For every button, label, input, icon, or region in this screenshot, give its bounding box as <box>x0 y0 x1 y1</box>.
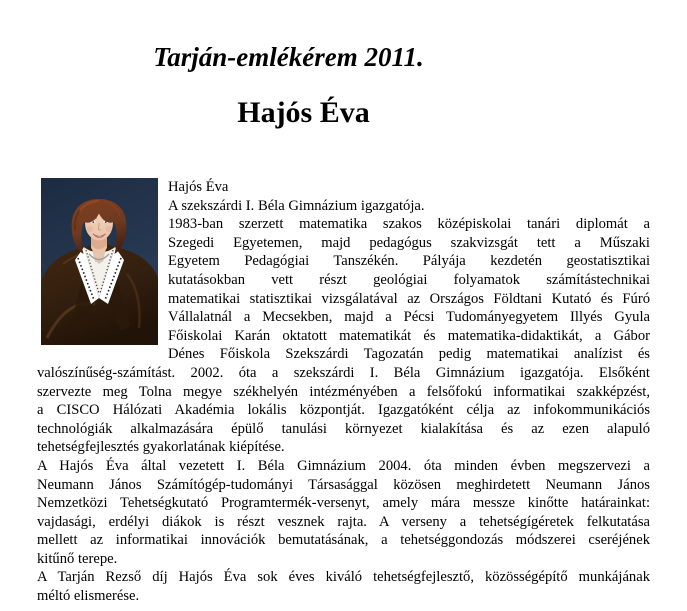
bio-text-line: A Tarján Rezső díj Hajós Éva sok éves kiváló tehetségfejlesztő, közösségépítő munkájának <box>37 569 650 586</box>
bio-text-line: vajdasági, erdélyi diákok is részt vesznek rajta. A verseny a tehetségígéretek felkutatása <box>37 513 650 530</box>
person-name-heading: Hajós Éva <box>237 96 370 129</box>
bio-text-line: kitűnő terepe. <box>37 550 118 567</box>
bio-text-line: valószínűség-számítást. 2002. óta a szekszárdi I. Béla Gimnázium igazgatója. Elsőként <box>37 364 650 381</box>
bio-text-line: tehetségfejlesztés gyakorlatának kiépítése. <box>37 439 285 456</box>
bio-text-line: Neumann János Számítógép-tudományi Társasággal közösen meghirdetett Neumann János <box>37 476 650 493</box>
bio-text-line: technológiák alkalmazására épülő tanulási környezet kialakítása és az ezen alapuló <box>37 420 650 437</box>
bio-text-line: Hajós Éva <box>168 179 229 195</box>
bio-text-line: a CISCO Hálózati Akadémia lokális központját. Igazgatóként célja az infokommunikációs <box>37 402 650 419</box>
bio-text-line: A szekszárdi I. Béla Gimnázium igazgatója. <box>168 197 425 214</box>
bio-text-line: 1983-ban szerzett matematika szakos középiskolai tanári diplomát a <box>168 216 650 233</box>
bio-text-line: Vállalatnál a Mecsekben, majd a Pécsi Tudományegyetem Illyés Gyula <box>168 309 650 326</box>
bio-text-line: Főiskolai Karán oktatott matematikát és matematika-didaktikát, a Gábor <box>168 327 650 344</box>
bio-intro-column <box>168 178 650 364</box>
bio-text-line: Egyetem Pedagógiai Tanszékén. Pályája kezdetén geostatisztikai <box>168 253 650 270</box>
bio-text-line: matematikai statisztikai vizsgálatával az Országos Földtani Kutató és Fúró <box>168 290 650 307</box>
bio-full-width-section <box>37 364 650 606</box>
bio-text-line: Dénes Főiskola Szekszárdi Tagozatán pedig matematikai analízist és <box>168 346 650 363</box>
bio-text-line: méltó elismerése. <box>37 588 140 605</box>
bio-text-line: mellett az informatikai innovációk bemutatásának, a tehetséggondozás módszerei cseréjének <box>37 532 650 549</box>
bio-text-line: szervezte meg Tolna megye székhelyén intézményében a felsőfokú informatikai szakképzést, <box>37 383 650 400</box>
page-title: Tarján-emlékérem 2011. <box>153 42 424 72</box>
bio-text-line: Nemzetközi Tehetségkutató Programtermék-versenyt, amely mára messze kinőtte határainkat: <box>37 495 650 512</box>
bio-text-line: Szegedi Egyetemen, majd pedagógus szakvizsgát tett a Műszaki <box>168 234 650 251</box>
bio-section <box>37 178 650 364</box>
bio-text-line: kutatásokban vett részt geológiai folyamatok számítástechnikai <box>168 271 650 288</box>
bio-text-line: A Hajós Éva által vezetett I. Béla Gimnázium 2004. óta minden évben megszervezi a <box>37 457 650 474</box>
portrait-illustration <box>41 178 158 345</box>
portrait-photo <box>41 178 158 345</box>
